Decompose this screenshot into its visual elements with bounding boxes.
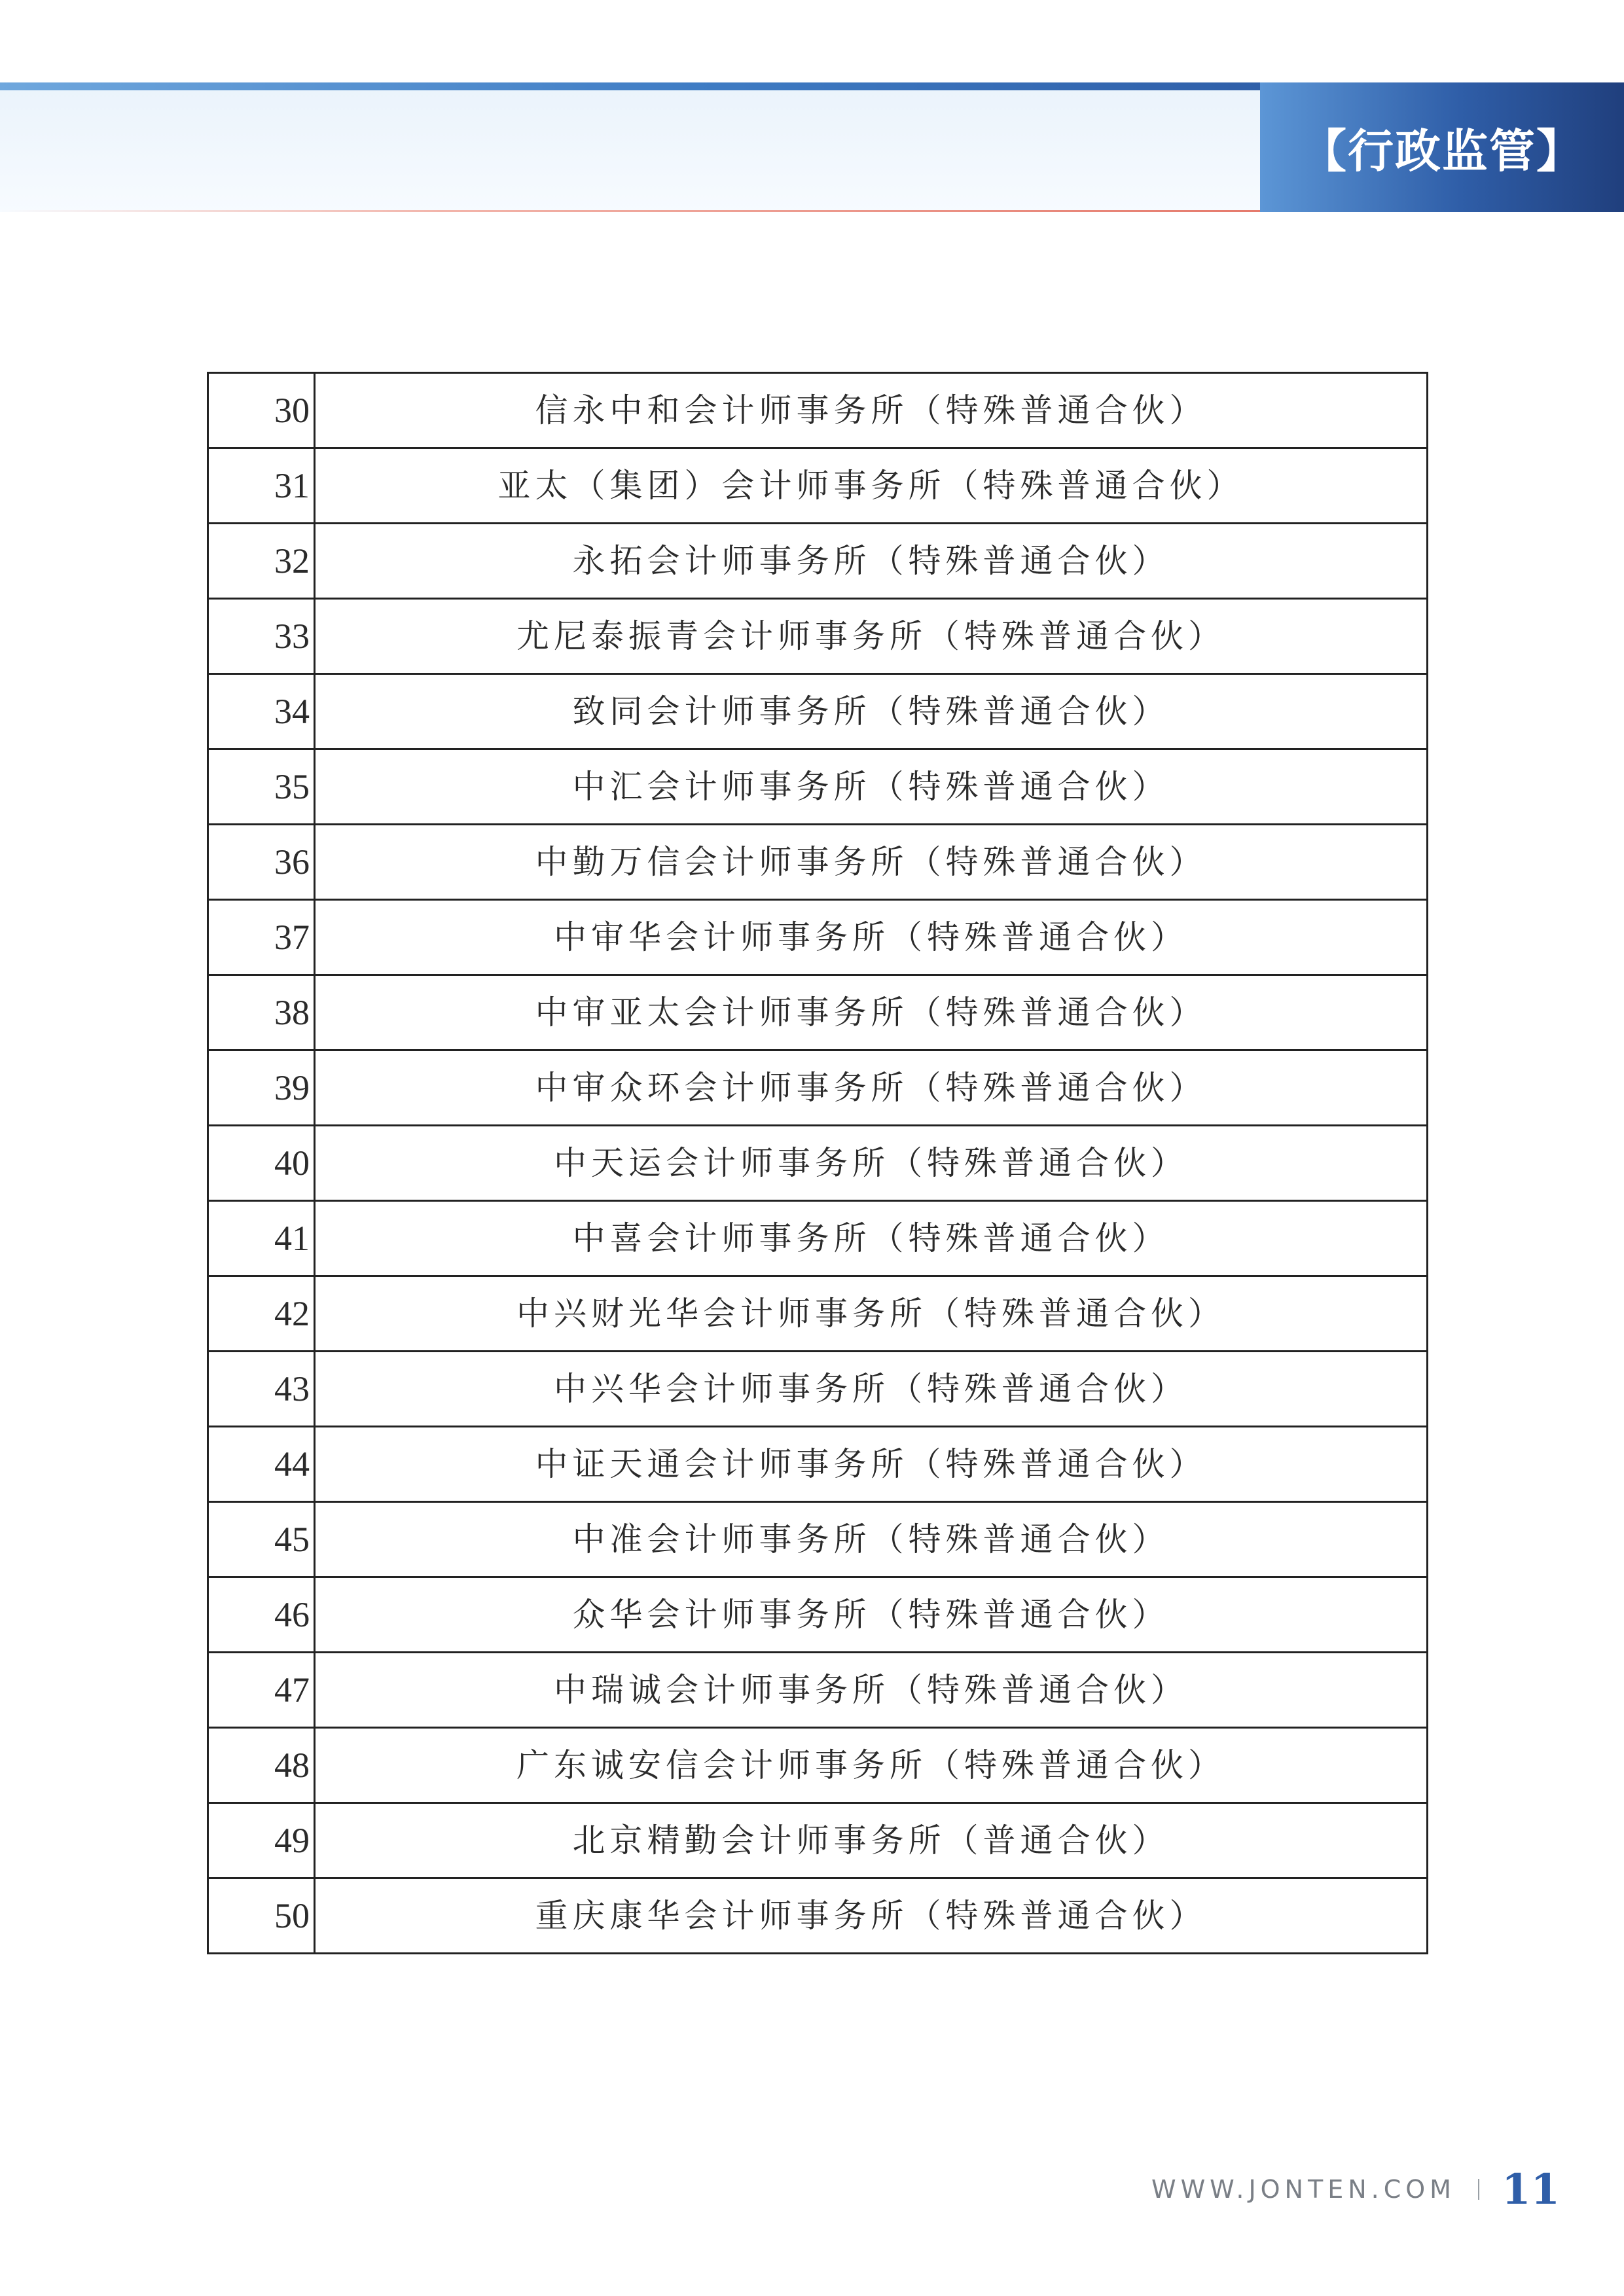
table-row — [208, 524, 1428, 599]
firm-name: 信永中和会计师事务所（特殊普通合伙） — [315, 373, 1428, 448]
firm-name: 众华会计师事务所（特殊普通合伙） — [315, 1577, 1428, 1653]
row-number: 31 — [208, 448, 315, 524]
table-row — [208, 1803, 1428, 1878]
header-band — [0, 82, 1260, 212]
table-row — [208, 1050, 1428, 1126]
firm-name: 中喜会计师事务所（特殊普通合伙） — [315, 1201, 1428, 1276]
table-row — [208, 1728, 1428, 1803]
row-number: 39 — [208, 1050, 315, 1126]
firm-table-body — [208, 373, 1428, 1954]
row-number: 41 — [208, 1201, 315, 1276]
table-row — [208, 749, 1428, 825]
firm-name: 尤尼泰振青会计师事务所（特殊普通合伙） — [315, 599, 1428, 674]
firm-name: 致同会计师事务所（特殊普通合伙） — [315, 674, 1428, 749]
table-row — [208, 448, 1428, 524]
row-number: 45 — [208, 1502, 315, 1577]
firm-name: 亚太（集团）会计师事务所（特殊普通合伙） — [315, 448, 1428, 524]
row-number: 50 — [208, 1878, 315, 1954]
table-row — [208, 599, 1428, 674]
row-number: 34 — [208, 674, 315, 749]
row-number: 38 — [208, 975, 315, 1050]
table-row — [208, 1577, 1428, 1653]
table-row — [208, 900, 1428, 975]
firm-name: 中瑞诚会计师事务所（特殊普通合伙） — [315, 1653, 1428, 1728]
firm-name: 中准会计师事务所（特殊普通合伙） — [315, 1502, 1428, 1577]
firm-name: 中审华会计师事务所（特殊普通合伙） — [315, 900, 1428, 975]
firm-name: 重庆康华会计师事务所（特殊普通合伙） — [315, 1878, 1428, 1954]
row-number: 35 — [208, 749, 315, 825]
table-row — [208, 373, 1428, 448]
table-row — [208, 1502, 1428, 1577]
firm-name: 中审亚太会计师事务所（特殊普通合伙） — [315, 975, 1428, 1050]
firm-name: 广东诚安信会计师事务所（特殊普通合伙） — [315, 1728, 1428, 1803]
footer-divider — [1478, 2179, 1479, 2200]
page-number: 11 — [1501, 2164, 1560, 2214]
row-number: 44 — [208, 1427, 315, 1502]
header-top-rule — [0, 82, 1260, 90]
firm-name: 中兴华会计师事务所（特殊普通合伙） — [315, 1352, 1428, 1427]
row-number: 47 — [208, 1653, 315, 1728]
row-number: 33 — [208, 599, 315, 674]
row-number: 36 — [208, 825, 315, 900]
table-row — [208, 825, 1428, 900]
table-row — [208, 674, 1428, 749]
row-number: 46 — [208, 1577, 315, 1653]
table-row — [208, 975, 1428, 1050]
footer — [1151, 2160, 1560, 2219]
firm-name: 中汇会计师事务所（特殊普通合伙） — [315, 749, 1428, 825]
row-number: 32 — [208, 524, 315, 599]
section-tag: 【行政监管】 — [1260, 82, 1624, 212]
row-number: 30 — [208, 373, 315, 448]
row-number: 40 — [208, 1126, 315, 1201]
row-number: 43 — [208, 1352, 315, 1427]
firm-name: 中证天通会计师事务所（特殊普通合伙） — [315, 1427, 1428, 1502]
firm-name: 中审众环会计师事务所（特殊普通合伙） — [315, 1050, 1428, 1126]
firm-name: 永拓会计师事务所（特殊普通合伙） — [315, 524, 1428, 599]
table-row — [208, 1201, 1428, 1276]
row-number: 42 — [208, 1276, 315, 1352]
table-row — [208, 1126, 1428, 1201]
header-bottom-rule — [0, 210, 1260, 212]
table-row — [208, 1427, 1428, 1502]
table-row — [208, 1653, 1428, 1728]
firm-name: 中勤万信会计师事务所（特殊普通合伙） — [315, 825, 1428, 900]
row-number: 48 — [208, 1728, 315, 1803]
row-number: 49 — [208, 1803, 315, 1878]
firm-name: 中兴财光华会计师事务所（特殊普通合伙） — [315, 1276, 1428, 1352]
firm-name: 北京精勤会计师事务所（普通合伙） — [315, 1803, 1428, 1878]
firm-name: 中天运会计师事务所（特殊普通合伙） — [315, 1126, 1428, 1201]
table-row — [208, 1352, 1428, 1427]
table-row — [208, 1878, 1428, 1954]
footer-url[interactable]: WWW.JONTEN.COM — [1151, 2175, 1456, 2204]
table-row — [208, 1276, 1428, 1352]
firm-table — [207, 372, 1428, 1954]
row-number: 37 — [208, 900, 315, 975]
